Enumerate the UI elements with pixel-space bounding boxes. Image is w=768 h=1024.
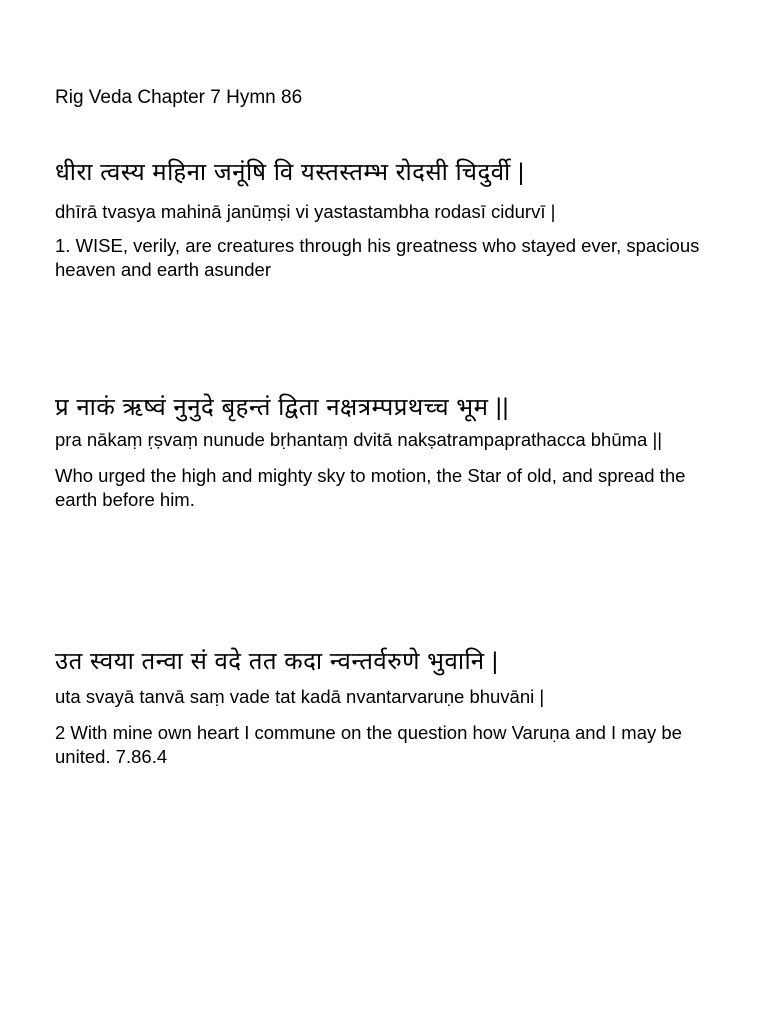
verse-3-transliteration: uta svayā tanvā saṃ vade tat kadā nvantarvaruṇe bhuvāni | bbox=[55, 686, 545, 707]
verse-3-translation: 2 With mine own heart I commune on the question how Varuṇa and I may be united. 7.86.4 bbox=[55, 722, 682, 767]
verse-block-1 bbox=[55, 158, 705, 282]
verse-2-transliteration: pra nākaṃ ṛṣvaṃ nunude bṛhantaṃ dvitā nakṣatrampaprathacca bhūma || bbox=[55, 429, 663, 450]
document-title: Rig Veda Chapter 7 Hymn 86 bbox=[55, 87, 303, 108]
verse-1-devanagari: धीरा त्वस्य महिना जनूंषि वि यस्तस्तम्भ रोदसी चिदुर्वी | bbox=[55, 159, 525, 186]
verse-block-3 bbox=[55, 647, 705, 769]
verse-3-devanagari: उत स्वया तन्वा सं वदे तत कदा न्वन्तर्वरुणे भुवानि | bbox=[55, 648, 499, 675]
verse-2-translation: Who urged the high and mighty sky to motion, the Star of old, and spread the earth before him. bbox=[55, 465, 686, 510]
verse-1-translation: 1. WISE, verily, are creatures through his greatness who stayed ever, spacious heaven and earth asunder bbox=[55, 235, 700, 280]
verse-1-transliteration: dhīrā tvasya mahinā janūṃṣi vi yastastambha rodasī cidurvī | bbox=[55, 201, 556, 222]
verse-block-2 bbox=[55, 393, 705, 512]
verse-2-devanagari: प्र नाकं ऋष्वं नुनुदे बृहन्तं द्विता नक्षत्रम्पप्रथच्च भूम || bbox=[55, 394, 510, 421]
